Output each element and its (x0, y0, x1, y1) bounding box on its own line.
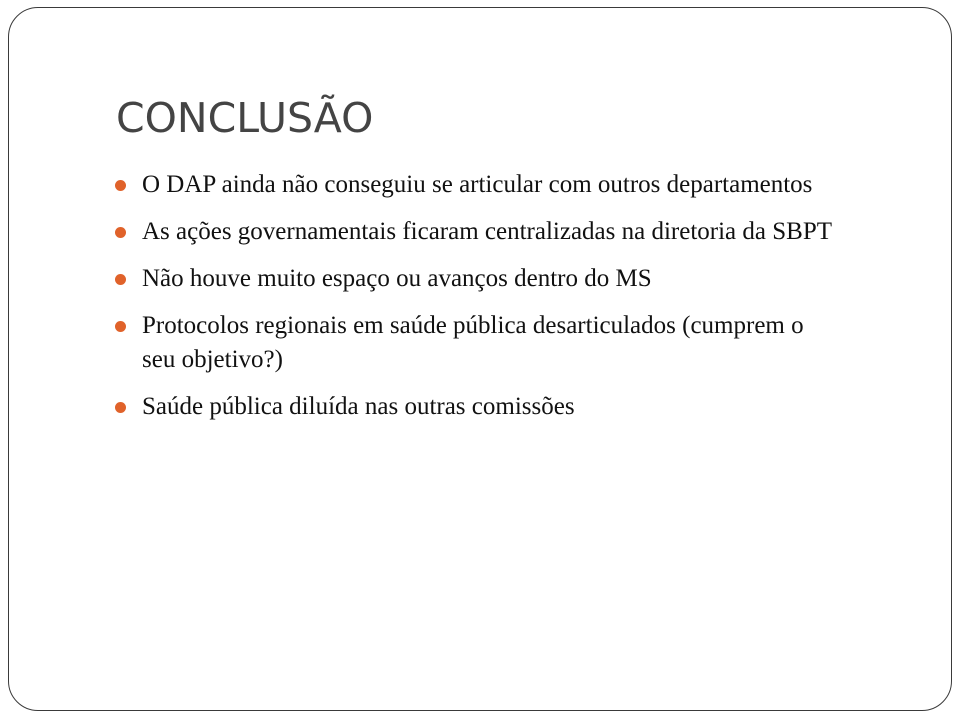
bullet-dot-icon (115, 227, 126, 238)
bullet-dot-icon (115, 274, 126, 285)
bullet-item (115, 215, 835, 249)
bullet-text: Protocolos regionais em saúde pública desarticulados (cumprem o seu objetivo?) (142, 312, 804, 373)
bullet-dot-icon (115, 321, 126, 332)
bullet-text: Saúde pública diluída nas outras comissões (142, 393, 575, 420)
bullet-item (115, 168, 835, 202)
bullet-list (115, 168, 835, 437)
bullet-text: O DAP ainda não conseguiu se articular com outros departamentos (142, 171, 813, 198)
slide-title: CONCLUSÃO (116, 94, 374, 142)
bullet-item (115, 309, 835, 377)
bullet-dot-icon (115, 402, 126, 413)
slide-frame (8, 7, 952, 711)
bullet-dot-icon (115, 180, 126, 191)
bullet-text: Não houve muito espaço ou avanços dentro do MS (142, 265, 652, 292)
bullet-item (115, 262, 835, 296)
bullet-text: As ações governamentais ficaram centralizadas na diretoria da SBPT (142, 218, 833, 245)
bullet-item (115, 390, 835, 424)
